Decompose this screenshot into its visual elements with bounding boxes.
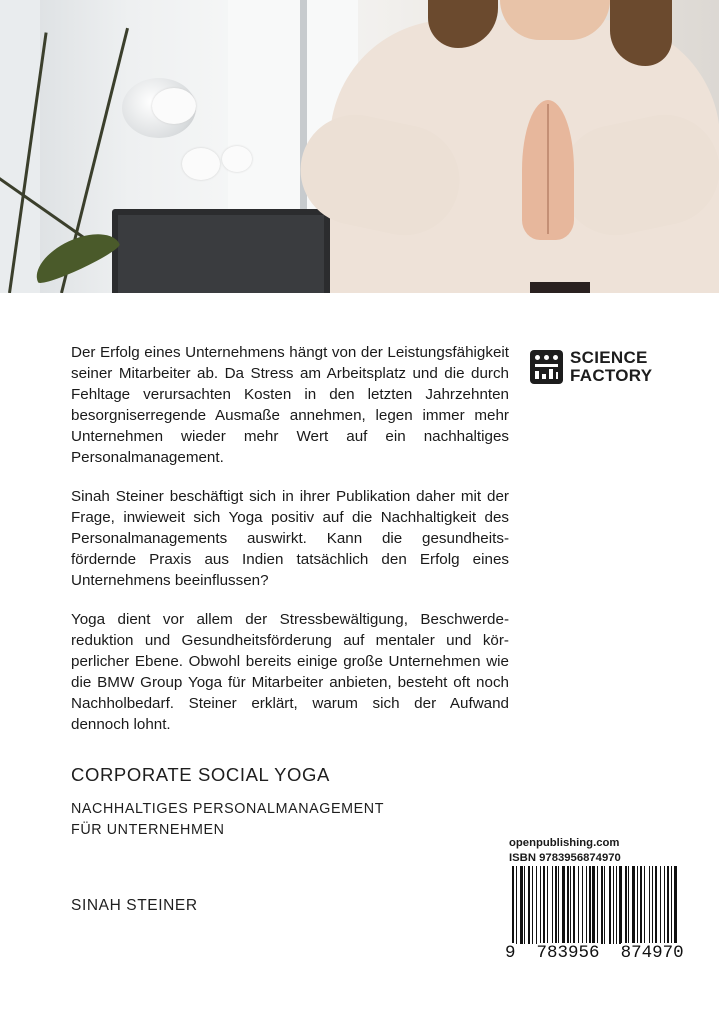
barcode-digits xyxy=(505,943,685,963)
cover-photo xyxy=(0,0,719,293)
publisher-logo xyxy=(530,348,652,388)
logo-text-science: SCIENCE xyxy=(570,348,648,367)
barcode-bar xyxy=(532,866,533,944)
belt xyxy=(530,282,590,293)
barcode-bar xyxy=(640,866,642,944)
barcode-bar xyxy=(573,866,575,944)
barcode-bar xyxy=(520,866,523,944)
science-factory-logo-icon xyxy=(530,350,563,384)
barcode-bar xyxy=(582,866,583,944)
barcode-bar xyxy=(589,866,591,944)
barcode-prefix: 9 xyxy=(505,943,516,963)
barcode-bar xyxy=(552,866,553,944)
barcode-bar xyxy=(664,866,665,944)
barcode-bar xyxy=(652,866,653,944)
isbn-label: ISBN 9783956874970 xyxy=(509,852,621,864)
logo-text-factory: FACTORY xyxy=(570,366,653,385)
barcode-bar xyxy=(516,866,517,944)
monitor-screen xyxy=(118,215,324,293)
barcode-bar xyxy=(655,866,657,944)
yoga-person xyxy=(300,0,719,293)
back-cover-blurb xyxy=(71,342,509,753)
barcode-bar xyxy=(543,866,545,944)
barcode-bar xyxy=(555,866,557,944)
barcode-bar xyxy=(660,866,661,944)
publisher-website: openpublishing.com xyxy=(509,837,620,849)
barcode-bar xyxy=(613,866,614,944)
barcode-bar xyxy=(667,866,669,944)
barcode-bar xyxy=(644,866,645,944)
blurb-paragraph-3: Yoga dient vor allem der Stressbewältigung, Beschwerde-reduktion und Gesundheitsförderung auf mentaler und kör-perlicher Ebene. Obwohl bereits einige große Unternehmen wie die BMW Group Yoga für Mitarbeiter anbieten, besteht oft noch Nachholbedarf. Steiner erklärt, warum sich der Aufwand dennoch lohnt. xyxy=(71,611,509,733)
barcode-bar xyxy=(586,866,587,944)
barcode-bar xyxy=(671,866,672,944)
barcode-bar xyxy=(674,866,677,954)
barcode-bar xyxy=(628,866,629,944)
barcode-bar xyxy=(609,866,611,944)
barcode-bar xyxy=(649,866,650,944)
subtitle-line-2: FÜR UNTERNEHMEN xyxy=(71,822,225,838)
blurb-paragraph-2: Sinah Steiner beschäftigt sich in ihrer Publikation daher mit der Frage, inwieweit sich Yoga positiv auf die Nachhaltigkeit des Personalmanagements auswirkt. Kann die gesundheits-fördernde Praxis aus Indien tatsächlich den Erfolg eines Unternehmens beeinflussen? xyxy=(71,488,509,589)
barcode-bar xyxy=(578,866,579,944)
book-author: SINAH STEINER xyxy=(71,897,198,914)
barcode-bar xyxy=(570,866,571,944)
barcode-bar xyxy=(597,866,598,954)
barcode-bar xyxy=(601,866,603,944)
barcode-bar xyxy=(540,866,541,944)
barcode-bar xyxy=(632,866,635,944)
barcode-bar xyxy=(619,866,622,944)
blurb-paragraph-1: Der Erfolg eines Unternehmens hängt von der Leistungsfähigkeit seiner Mitarbeiter ab. Da Stress am Arbeitsplatz und die durch Fehltage verursachten Kosten in den letzten Jahrzehnten besorgniserregende Ausmaße annehmen, legen immer mehr Unternehmen wieder mehr Wert auf ein nachhaltiges Personalmanagement. xyxy=(71,344,509,466)
barcode-group-2: 874970 xyxy=(620,943,684,963)
barcode-bar xyxy=(547,866,548,944)
barcode-bar xyxy=(512,866,514,954)
barcode-bar xyxy=(524,866,525,944)
barcode-bar xyxy=(528,866,530,944)
barcode-bar xyxy=(592,866,595,944)
barcode-bar xyxy=(567,866,569,944)
barcode-bar xyxy=(536,866,537,944)
subtitle-line-1: NACHHALTIGES PERSONALMANAGEMENT xyxy=(71,801,385,817)
barcode-bar xyxy=(616,866,617,944)
orchid-flower xyxy=(152,88,196,124)
barcode-bar xyxy=(637,866,638,944)
book-subtitle xyxy=(71,799,384,841)
book-title: CORPORATE SOCIAL YOGA xyxy=(71,764,330,785)
hands-divider xyxy=(547,104,549,234)
window-left xyxy=(0,0,40,293)
barcode-bar xyxy=(562,866,565,944)
barcode-bar xyxy=(625,866,627,944)
barcode-group-1: 783956 xyxy=(536,943,600,963)
orchid-flower xyxy=(182,148,220,180)
publisher-info xyxy=(509,836,621,866)
barcode-bar xyxy=(604,866,605,944)
orchid-flower xyxy=(222,146,252,172)
barcode-bar xyxy=(558,866,559,944)
